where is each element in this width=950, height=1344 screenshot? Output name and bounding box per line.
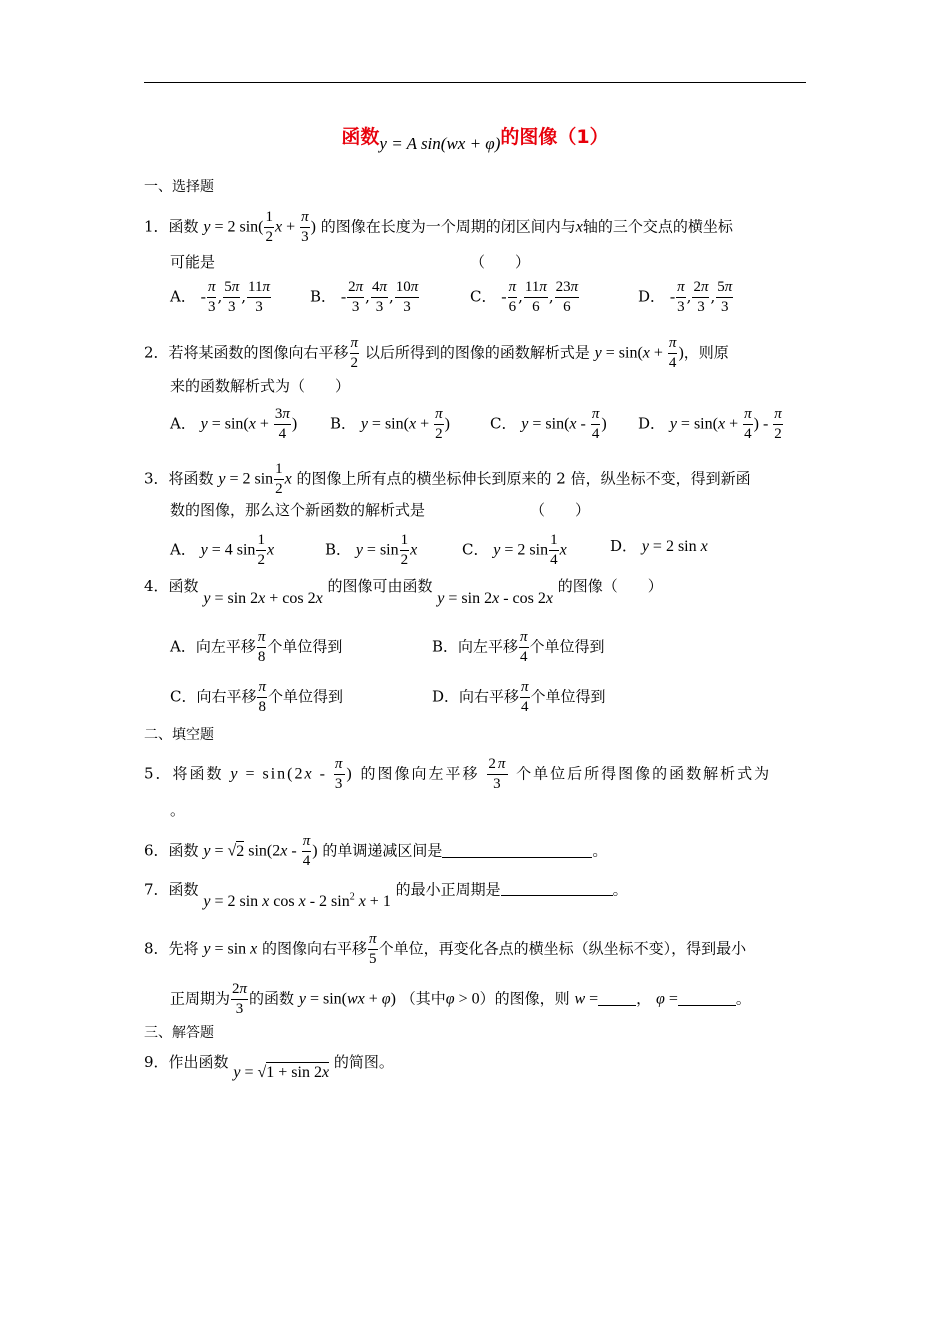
answer-blank[interactable] xyxy=(501,881,613,896)
question-3: 3．将函数 y = 2 sin $\frac{1}{2}$ x 的图像上所有点的横坐标伸长到原来的 2 倍，纵坐标不变，得到新函 xyxy=(144,461,751,497)
option-a: A． xyxy=(170,287,196,306)
question-3-options: A． y = 4 sin $\frac{1}{2}$ x xyxy=(170,532,275,568)
option-d: D． xyxy=(638,287,666,306)
option-c: C． xyxy=(470,287,497,306)
question-1-options: A． - $\frac{\pi}{3}$ , $\frac{5\pi}{3}$ , $\frac{11\pi}{3}$ xyxy=(170,279,271,315)
question-1: 1．函数 y = 2 sin( $\frac{1}{2}$ x + $\frac{\pi}{3}$ ) 的图像在长度为一个周期的闭区间内与x轴的三个交点的横坐标 xyxy=(144,209,733,245)
question-7: 7．函数 y = 2 sin x cos x - 2 $\sin^2 x + 1$ 的最小正周期是 。 xyxy=(144,880,628,911)
section-solve: 三、解答题 xyxy=(144,1025,214,1041)
section-fill: 二、填空题 xyxy=(144,727,214,743)
question-2: 2．若将某函数的图像向右平移 $\frac{\pi}{2}$ 以后所得到的图像的函数解析式是 y = sin(x + $\frac{\pi}{4}$ )，则原 xyxy=(144,335,729,371)
question-8: 8．先将 y = sin x 的图像向右平移 $\frac{\pi}{5}$ 个单位，再变化各点的横坐标（纵坐标不变），得到最小 xyxy=(144,931,747,967)
section-choice: 一、选择题 xyxy=(144,179,214,195)
question-4: 4．函数 y = sin 2x + cos 2x 的图像可由函数 y = sin 2x - cos 2x 的图像（ ） xyxy=(144,577,663,607)
answer-blank-phi[interactable] xyxy=(678,991,736,1006)
question-9: 9．作出函数 y = √1 + sin 2x 的简图。 xyxy=(144,1053,394,1081)
question-6: 6．函数 y = √2 sin(2x - $\frac{\pi}{4}$ ) 的单调递减区间是 。 xyxy=(144,833,608,869)
question-2-options: A． y = sin(x + $\frac{3\pi}{4}$ ) xyxy=(170,406,298,442)
top-rule xyxy=(144,82,806,83)
title-formula: y = A sin(wx + φ) xyxy=(379,134,501,153)
option-b: B． xyxy=(310,287,337,306)
question-5: 5．将函数 y = sin(2x - $\frac{\pi}{3}$ ) 的图像向左平移 $\frac{2\pi}{3}$ 个单位后所得图像的函数解析式为 xyxy=(144,756,772,792)
answer-blank-w[interactable] xyxy=(598,991,636,1006)
page-title: 函数y = A sin(wx + φ)的图像（1） xyxy=(341,126,609,153)
answer-blank[interactable] xyxy=(442,843,592,858)
